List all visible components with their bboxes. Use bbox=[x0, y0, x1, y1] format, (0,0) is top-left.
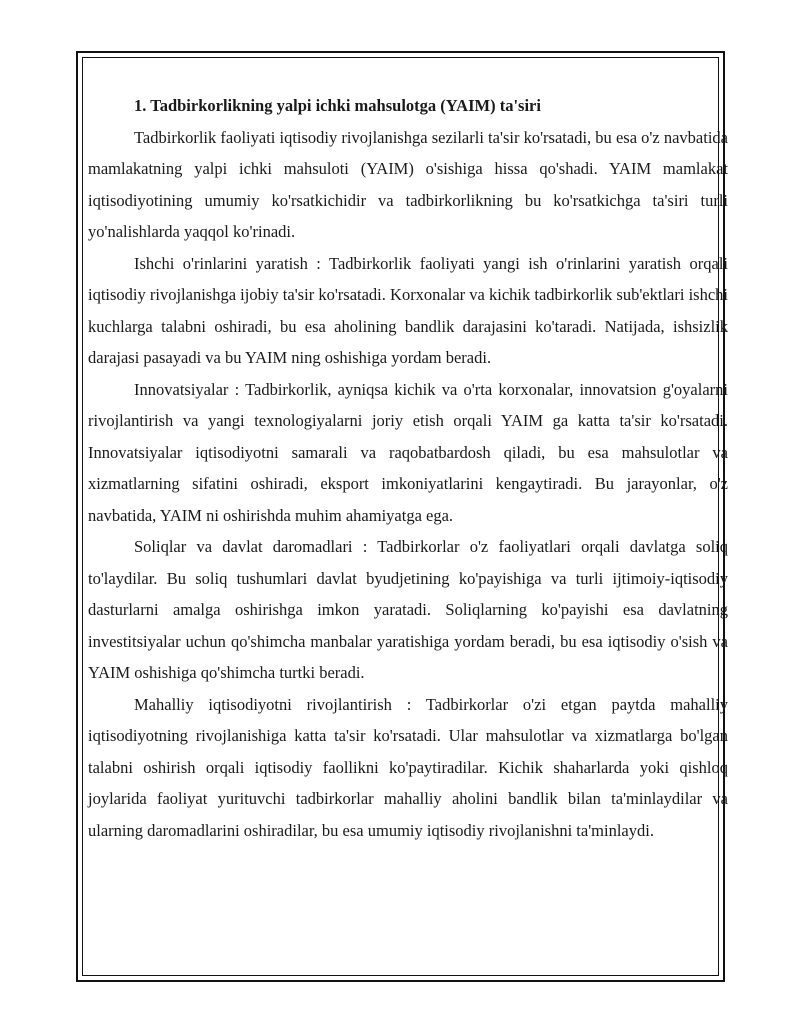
paragraph-innovation: Innovatsiyalar : Tadbirkorlik, ayniqsa kichik va o'rta korxonalar, innovatsion g'oyalarni rivojlantirish va yangi texnologiyalarni joriy etish orqali YAIM ga katta ta'sir ko'rsatadi. Innovatsiyalar iqtisodiyotni samarali va raqobatbardosh qiladi, bu esa mahsulotlar va xizmatlarning sifatini oshiradi, eksport imkoniyatlarini kengaytiradi. Bu jarayonlar, o'z navbatida, YAIM ni oshirishda muhim ahamiyatga ega. bbox=[88, 379, 728, 525]
paragraph-intro: Tadbirkorlik faoliyati iqtisodiy rivojlanishga sezilarli ta'sir ko'rsatadi, bu esa o'z navbatida mamlakatning yalpi ichki mahsuloti (YAIM) o'sishiga hissa qo'shadi. YAIM mamlakat iqtisodiyotining umumiy ko'rsatkichidir va tadbirkorlikning bu ko'rsatkichga ta'siri turli yo'nalishlarda yaqqol ko'rinadi. bbox=[88, 127, 728, 241]
paragraph-jobs: Ishchi o'rinlarini yaratish : Tadbirkorlik faoliyati yangi ish o'rinlarini yaratish orqali iqtisodiy rivojlanishga ijobiy ta'sir ko'rsatadi. Korxonalar va kichik tadbirkorlik sub'ektlari ishchi kuchlarga talabni oshiradi, bu esa aholining bandlik darajasini ko'taradi. Natijada, ishsizlik darajasi pasayadi va bu YAIM ning oshishiga yordam beradi. bbox=[88, 253, 728, 367]
paragraph-local-economy: Mahalliy iqtisodiyotni rivojlantirish : Tadbirkorlar o'zi etgan paytda mahalliy iqtisodiyotning rivojlanishiga katta ta'sir ko'rsatadi. Ular mahsulotlar va xizmatlarga bo'lgan talabni oshirish orqali iqtisodiy faollikni ko'paytiradilar. Kichik shaharlarda yoki qishloq joylarida faoliyat yurituvchi tadbirkorlar mahalliy aholini bandlik bilan ta'minlaydilar va ularning daromadlarini oshiradilar, bu esa umumiy iqtisodiy rivojlanishni ta'minlaydi. bbox=[88, 694, 728, 840]
paragraph-taxes: Soliqlar va davlat daromadlari : Tadbirkorlar o'z faoliyatlari orqali davlatga soliq to'laydilar. Bu soliq tushumlari davlat byudjetining ko'payishiga va turli ijtimoiy-iqtisodiy dasturlarni amalga oshirishga imkon yaratadi. Soliqlarning ko'payishi esa davlatning investitsiyalar uchun qo'shimcha manbalar yaratishiga yordam beradi, bu esa iqtisodiy o'sish va YAIM oshishiga qo'shimcha turtki beradi. bbox=[88, 537, 728, 682]
document-body bbox=[88, 90, 728, 846]
section-heading: 1. Tadbirkorlikning yalpi ichki mahsulotga (YAIM) ta'siri bbox=[134, 96, 541, 115]
